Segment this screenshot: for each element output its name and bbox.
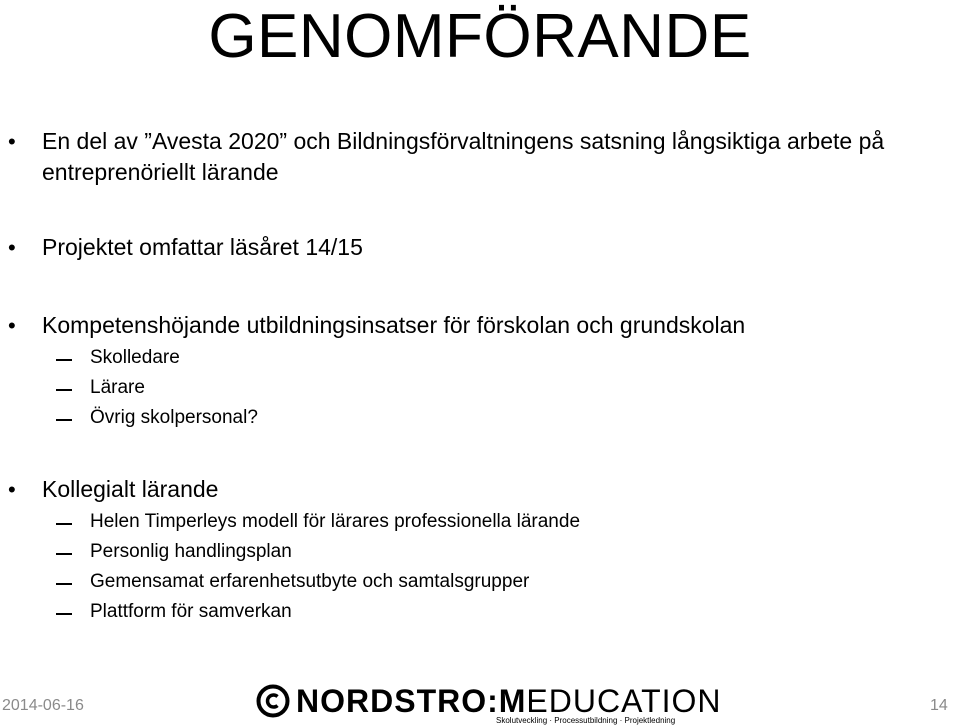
sub-bullet-text: Gemensamat erfarenhetsutbyte och samtalsgrupper — [90, 571, 530, 592]
bullet-text: Kollegialt lärande — [42, 476, 219, 502]
bullet-text: Kompetenshöjande utbildningsinsatser för förskolan och grundskolan — [42, 312, 746, 338]
logo-suffix: EDUCATION — [526, 683, 722, 719]
bullet-text: Projektet omfattar läsåret 14/15 — [42, 234, 363, 260]
sub-bullet-text: Skolledare — [90, 347, 180, 368]
copyright-circle-icon — [256, 684, 290, 718]
sub-bullet-text: Personlig handlingsplan — [90, 541, 292, 562]
page-number: 14 — [930, 697, 948, 714]
footer-date: 2014-06-16 — [2, 697, 84, 714]
bullet-marker: • — [8, 313, 16, 338]
sub-bullet-text: Lärare — [90, 377, 145, 398]
sub-bullet-dash — [56, 583, 72, 585]
sub-bullet-dash — [56, 419, 72, 421]
sub-bullet-dash — [56, 613, 72, 615]
sub-bullet-text: Plattform för samverkan — [90, 601, 292, 622]
sub-bullet-dash — [56, 553, 72, 555]
bullet-marker: • — [8, 129, 16, 154]
logo-tagline: Skolutveckling · Processutbildning · Projektledning — [496, 716, 676, 725]
bullet-marker: • — [8, 235, 16, 260]
bullet-text: En del av ”Avesta 2020” och Bildningsförvaltningens satsning långsiktiga arbete på entreprenöriellt lärande — [42, 128, 885, 185]
logo-name: NORDSTRO:M — [296, 683, 527, 719]
logo-wordmark — [296, 682, 722, 720]
sub-bullet-dash — [56, 523, 72, 525]
nordstrom-education-logo — [256, 682, 722, 726]
sub-bullet-dash — [56, 359, 72, 361]
slide-title: GENOMFÖRANDE — [208, 2, 752, 71]
sub-bullet-text: Övrig skolpersonal? — [90, 407, 258, 428]
sub-bullet-text: Helen Timperleys modell för lärares professionella lärande — [90, 511, 581, 532]
sub-bullet-dash — [56, 389, 72, 391]
bullet-marker: • — [8, 477, 16, 502]
